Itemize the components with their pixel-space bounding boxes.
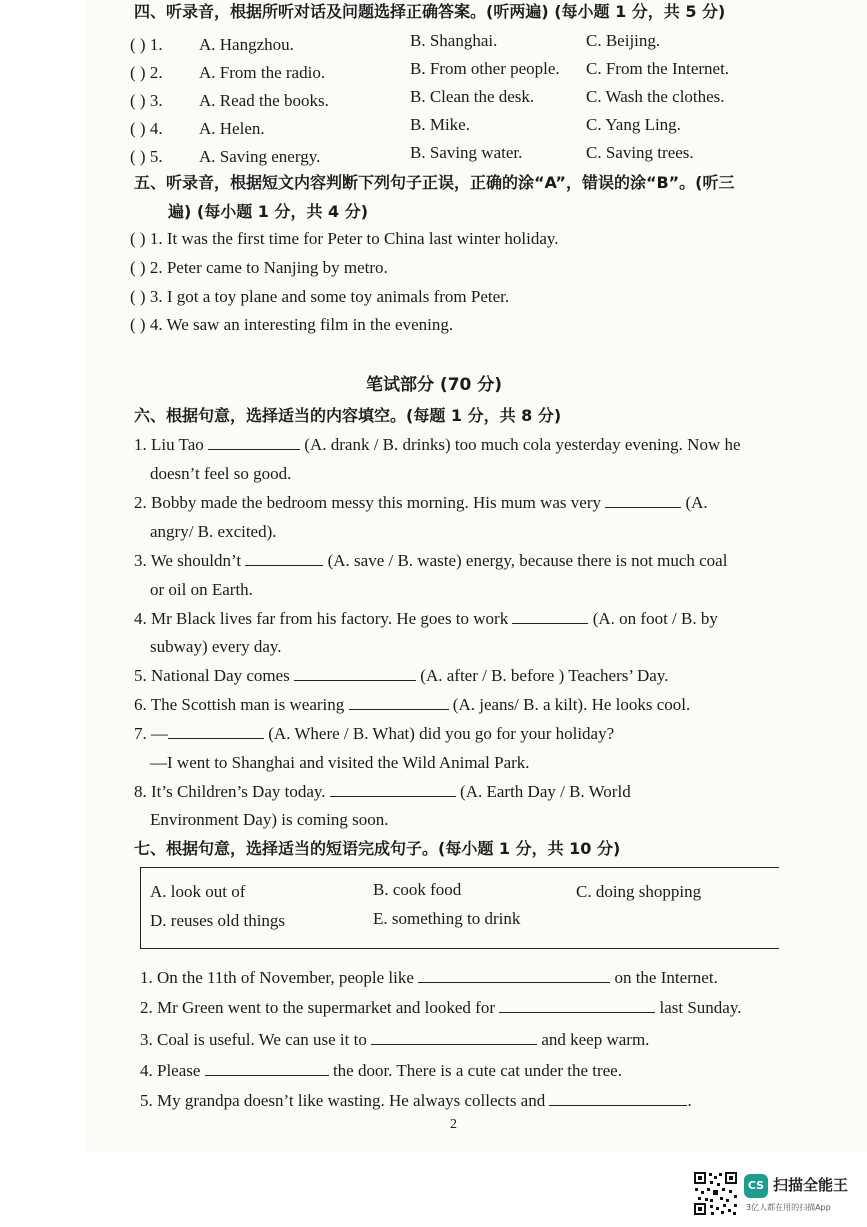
s6-q8: 8. It’s Children’s Day today. (A. Earth Day / B. World: [134, 782, 631, 801]
s4-q5-c: C. Saving trees.: [586, 143, 694, 162]
s6-q5: 5. National Day comes (A. after / B. before ) Teachers’ Day.: [134, 666, 669, 685]
s6-q4: 4. Mr Black lives far from his factory. He goes to work (A. on foot / B. by: [134, 609, 718, 628]
s7-q4: 4. Please the door. There is a cute cat under the tree.: [140, 1061, 622, 1080]
answer-blank[interactable]: [549, 1091, 687, 1106]
s4-q1-a: A. Hangzhou.: [199, 35, 294, 54]
s4-q4-a: A. Helen.: [199, 119, 265, 138]
s4-q2-c: C. From the Internet.: [586, 59, 730, 78]
answer-blank[interactable]: [205, 1061, 329, 1076]
s6-q1-cont: doesn’t feel so good.: [150, 464, 292, 483]
answer-blank[interactable]: [330, 782, 456, 797]
s4-q1-num: ( ) 1.: [130, 35, 163, 54]
s6-q7: 7. — (A. Where / B. What) did you go for your holiday?: [134, 724, 615, 743]
s6-q2: 2. Bobby made the bedroom messy this morning. His mum was very (A.: [134, 493, 708, 512]
page-number: 2: [450, 1117, 457, 1132]
s6-q4-cont: subway) every day.: [150, 637, 282, 656]
s7-q1: 1. On the 11th of November, people like on the Internet.: [140, 968, 718, 987]
s4-q5-b: B. Saving water.: [410, 143, 523, 162]
answer-blank[interactable]: [512, 609, 588, 624]
qr-code-icon: [693, 1171, 738, 1216]
option-e: E. something to drink: [373, 909, 521, 928]
s6-q1: 1. Liu Tao (A. drank / B. drinks) too much cola yesterday evening. Now he: [134, 435, 741, 454]
s5-q3: ( ) 3. I got a toy plane and some toy animals from Peter.: [130, 287, 510, 306]
s5-q4: ( ) 4. We saw an interesting film in the evening.: [130, 315, 454, 334]
section4-heading: 四、听录音，根据所听对话及问题选择正确答案。(听两遍) (每小题 1 分，共 5 分): [134, 2, 726, 21]
s4-q1-b: B. Shanghai.: [410, 31, 498, 50]
answer-blank[interactable]: [371, 1030, 537, 1045]
answer-blank[interactable]: [294, 666, 416, 681]
answer-blank[interactable]: [605, 493, 681, 508]
s4-q2-num: ( ) 2.: [130, 63, 163, 82]
s6-q3-cont: or oil on Earth.: [150, 580, 253, 599]
s6-q2-cont: angry/ B. excited).: [150, 522, 277, 541]
s5-q1: ( ) 1. It was the first time for Peter to China last winter holiday.: [130, 229, 559, 248]
scanner-app-name: 扫描全能王: [773, 1176, 849, 1194]
option-a: A. look out of: [150, 882, 246, 901]
written-part-title: 笔试部分 (70 分): [366, 375, 503, 395]
answer-blank[interactable]: [245, 551, 323, 566]
s4-q2-b: B. From other people.: [410, 59, 560, 78]
s4-q5-num: ( ) 5.: [130, 147, 163, 166]
s4-q4-b: B. Mike.: [410, 115, 470, 134]
camscanner-logo-icon: CS: [744, 1174, 768, 1198]
answer-blank[interactable]: [208, 435, 300, 450]
scanner-app-tagline: 3亿人都在用的扫描App: [746, 1203, 831, 1212]
s4-q4-num: ( ) 4.: [130, 119, 163, 138]
s4-q3-b: B. Clean the desk.: [410, 87, 535, 106]
s6-q7-cont: —I went to Shanghai and visited the Wild Animal Park.: [150, 753, 530, 772]
section5-heading-line1: 五、听录音，根据短文内容判断下列句子正误，正确的涂“A”，错误的涂“B”。(听三: [134, 173, 735, 192]
section6-heading: 六、根据句意，选择适当的内容填空。(每题 1 分，共 8 分): [134, 406, 562, 425]
section5-heading-line2: 遍) (每小题 1 分，共 4 分): [168, 202, 369, 221]
section7-heading: 七、根据句意，选择适当的短语完成句子。(每小题 1 分，共 10 分): [134, 839, 621, 858]
answer-blank[interactable]: [349, 695, 449, 710]
s7-q2: 2. Mr Green went to the supermarket and looked for last Sunday.: [140, 998, 742, 1017]
s4-q3-a: A. Read the books.: [199, 91, 329, 110]
option-b: B. cook food: [373, 880, 462, 899]
answer-blank[interactable]: [499, 998, 655, 1013]
s7-q5: 5. My grandpa doesn’t like wasting. He always collects and .: [140, 1091, 692, 1110]
answer-blank[interactable]: [168, 724, 264, 739]
answer-blank[interactable]: [418, 968, 610, 983]
s6-q8-cont: Environment Day) is coming soon.: [150, 810, 389, 829]
s4-q2-a: A. From the radio.: [199, 63, 326, 82]
s7-q3: 3. Coal is useful. We can use it to and keep warm.: [140, 1030, 650, 1049]
s5-q2: ( ) 2. Peter came to Nanjing by metro.: [130, 258, 388, 277]
s4-q1-c: C. Beijing.: [586, 31, 661, 50]
s6-q6: 6. The Scottish man is wearing (A. jeans/ B. a kilt). He looks cool.: [134, 695, 691, 714]
s4-q3-num: ( ) 3.: [130, 91, 163, 110]
s4-q4-c: C. Yang Ling.: [586, 115, 681, 134]
s4-q3-c: C. Wash the clothes.: [586, 87, 725, 106]
option-d: D. reuses old things: [150, 911, 286, 930]
s6-q3: 3. We shouldn’t (A. save / B. waste) energy, because there is not much coal: [134, 551, 728, 570]
option-c: C. doing shopping: [576, 882, 702, 901]
s4-q5-a: A. Saving energy.: [199, 147, 321, 166]
